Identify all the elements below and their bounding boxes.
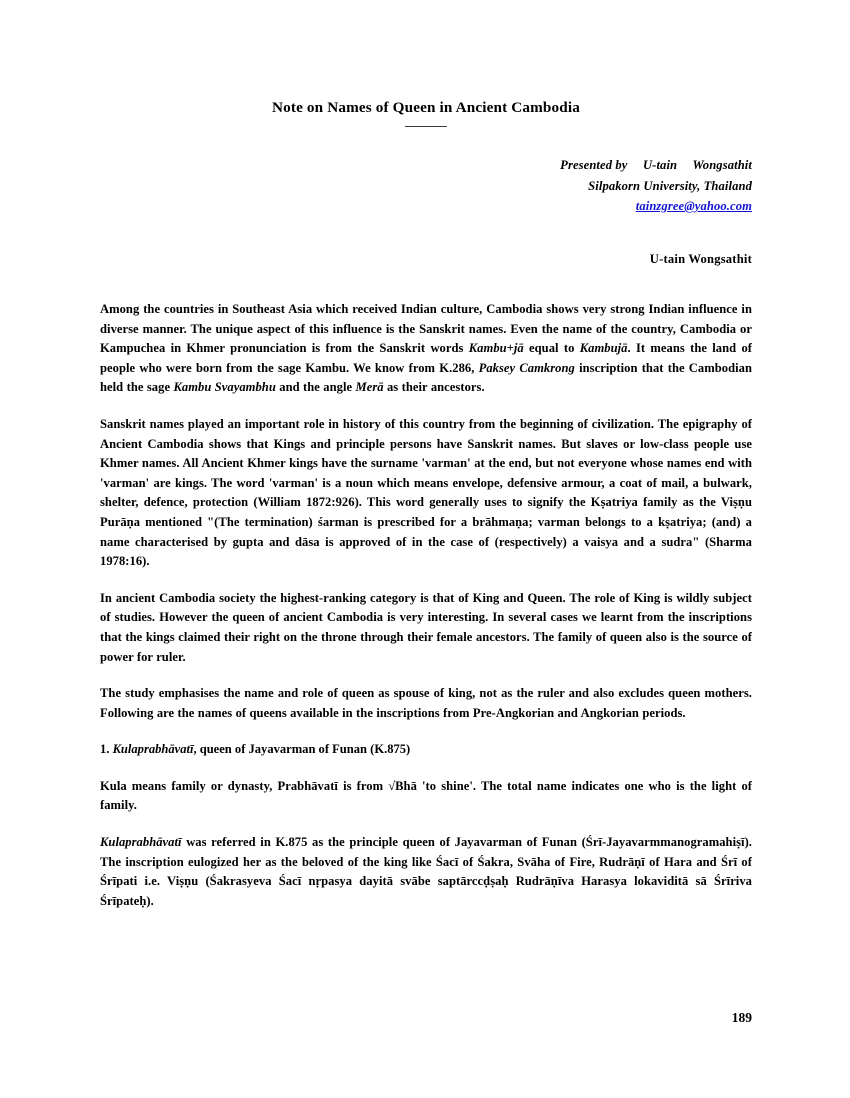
p6-italic-1: Kulaprabhāvatī — [100, 835, 182, 850]
p1-seg-6: as their ancestors. — [383, 380, 485, 395]
paragraph-3: In ancient Cambodia society the highest-ranking category is that of King and Queen. The role of King is wildly subject of studies. However the queen of ancient Cambodia is very interesting. In several cases we learnt from the inscriptions that the kings claimed their right on the throne through their female ancestors. The family of queen also is the source of power for ruler. — [100, 590, 752, 664]
paragraph-1 — [100, 300, 752, 398]
author-email-link[interactable]: tainzgree@yahoo.com — [635, 199, 752, 213]
paragraph-4: The study emphasises the name and role of queen as spouse of king, not as the ruler and also excludes queen mothers. Following are the names of queens available in the inscriptions from Pre-Angkorian and Angkorian periods. — [100, 686, 752, 720]
running-author — [360, 252, 752, 267]
p1-seg-2: equal to — [523, 341, 580, 356]
entry-1-number: 1. — [100, 742, 110, 757]
byline-email-line — [360, 196, 752, 217]
p1-seg-3: . It means the land of people who were born from the sage Kambu. We know from K.286, — [100, 341, 753, 375]
p6-seg-1: was referred in K.875 as the principle queen of Jayavarman of Funan (Śrī-Jayavarmmanogramahiṣī). The inscription eulogized her as the beloved of the king like Śacī of Śakra, Svāha of Fire, Rudrāṇī of Hara and Śrī of Śrīpati i.e. Viṣṇu (Śakrasyeva Śacī nṛpasya dayitā svābe saptārccḍṣaḥ Rudrāṇīva Harasya lokaviditā sā Śrīriva Śrīpateḥ). — [100, 835, 752, 908]
p1-seg-4: inscription that the Cambodian held the sage — [100, 360, 753, 395]
byline-presenter-line — [360, 155, 752, 176]
page-title: Note on Names of Queen in Ancient Cambodia — [272, 99, 580, 116]
p1-italic-5: Merā — [355, 380, 384, 395]
running-author-first: U-tain — [649, 252, 686, 266]
p1-italic-4: Kambu Svayambhu — [173, 380, 276, 395]
title-divider — [405, 126, 447, 127]
entry-1-rest: , queen of Jayavarman of Funan (K.875) — [193, 742, 411, 757]
paragraph-2: Sanskrit names played an important role in history of this country from the beginning of civilization. The epigraphy of Ancient Cambodia shows that Kings and principle persons have Sanskrit names. But slaves or low-class people use Khmer names. All Ancient Khmer kings have the surname 'varman' at the end, but not everyone whose names end with 'varman' are kings. The word 'varman' is a noun which means envelope, defensive armour, a coat of mail, a bulwark, shelter, defence, protection (William 1872:926). This word generally uses to signify the Kṣatriya family as the Viṣṇu Purāṇa mentioned "(The termination) śarman is prescribed for a brāhmaṇa; varman belongs to a kṣatriya; (and) a name characterised by gupta and dāsa is approved of in the case of (respectively) a vaisya and a sudra" (Sharma 1978:16). — [100, 416, 752, 569]
p1-italic-1: Kambu+jā — [468, 341, 524, 356]
entry-1-name: Kulaprabhāvatī — [112, 742, 194, 757]
p1-seg-5: and the angle — [275, 380, 356, 395]
queen-entry-1-heading — [100, 740, 752, 760]
byline-block — [360, 155, 752, 217]
running-author-last: Wongsathit — [688, 252, 752, 266]
byline-author-last: Wongsathit — [692, 158, 752, 172]
paragraph-5: Kula means family or dynasty, Prabhāvatī is from √Bhā 'to shine'. The total name indicates one who is the light of family. — [100, 778, 752, 813]
byline-author-first: U-tain — [642, 158, 678, 172]
p1-italic-3: Paksey Camkrong — [478, 360, 575, 375]
p1-italic-2: Kambujā — [579, 341, 628, 356]
title-block — [100, 98, 752, 127]
presented-by-label: Presented by — [560, 158, 628, 172]
page-number: 189 — [731, 1010, 752, 1025]
paragraph-6 — [100, 833, 752, 911]
body-column — [100, 300, 752, 911]
p1-seg-1: Among the countries in Southeast Asia which received Indian culture, Cambodia shows very strong Indian influence in diverse manner. The unique aspect of this influence is the Sanskrit names. Even the name of the country, Cambodia or Kampuchea in Khmer pronunciation is from the Sanskrit words — [100, 302, 752, 356]
byline-affiliation: Silpakorn University, Thailand — [588, 178, 752, 193]
